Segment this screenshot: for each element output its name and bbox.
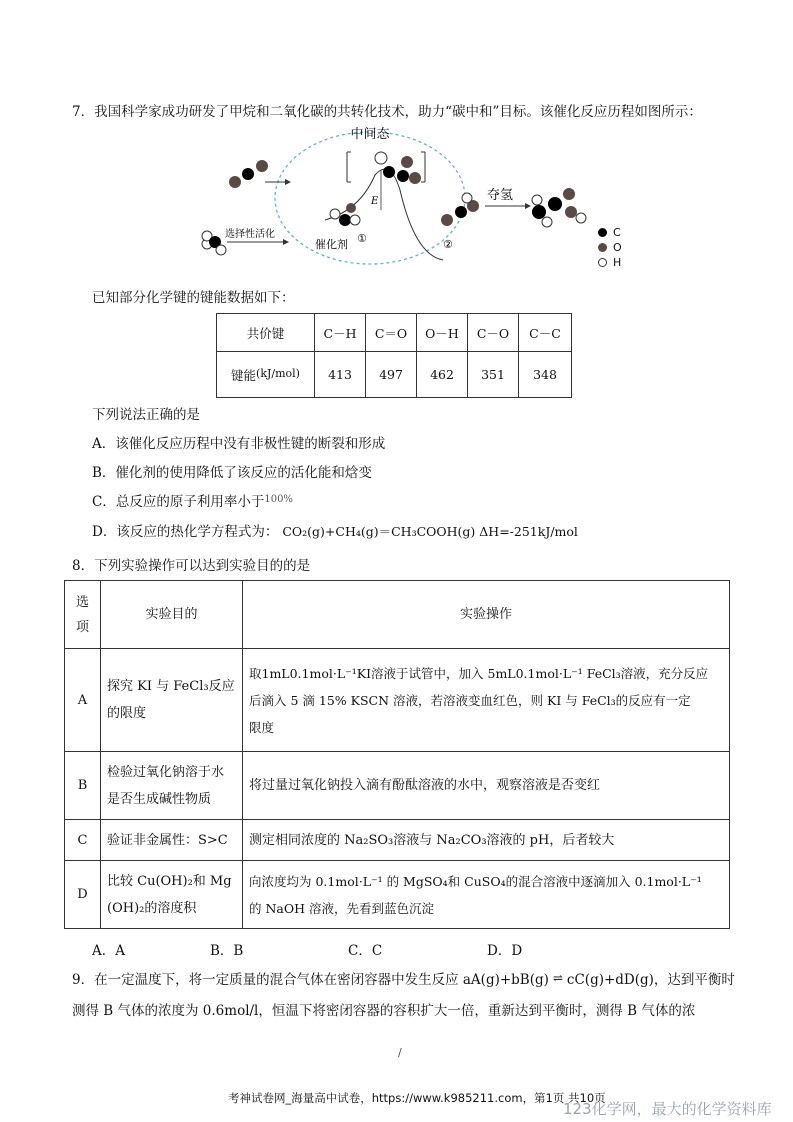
row-d-operation: 向浓度均为 0.1mol·L⁻¹ 的 MgSO₄和 CuSO₄的混合溶液中逐滴加入 0.1mol·L⁻¹ 的 NaOH 溶液，先看到蓝色沉淀: [243, 861, 730, 929]
page-footer: 考神试卷网_海量高中试卷，https://www.k985211.com，第1页 共10页: [228, 1091, 606, 1105]
legend-h: H: [613, 256, 622, 269]
bond-name: C－O: [468, 314, 519, 352]
step2-label: ②: [443, 238, 453, 251]
q7-option-c: C．总反应的原子利用率小于$^{100\%}$: [92, 494, 293, 510]
row-b-operation: 将过量过氧化钠投入滴有酚酞溶液的水中，观察溶液是否变红: [243, 752, 730, 820]
bond-name: C－C: [519, 314, 572, 352]
bond-energy-value: 348: [519, 352, 572, 398]
dehydrogenation-label: 夺氢: [487, 188, 514, 203]
ch4-molecule-icon: [202, 231, 226, 255]
header-operation: 实验操作: [243, 581, 730, 649]
q7-known: 已知部分化学键的键能数据如下：: [92, 290, 295, 306]
row-b-option: B: [65, 752, 101, 820]
page-mark: /: [398, 1046, 402, 1059]
equilibrium-arrow-icon: ⇌: [552, 971, 563, 985]
row-c-option: C: [65, 820, 101, 861]
q8-choice-c: C．C: [348, 943, 383, 959]
catalyst-label: 催化剂: [315, 238, 348, 251]
oxygen-atom-icon: [598, 243, 607, 252]
q8-choice-a: A．A: [92, 943, 125, 959]
q7-option-d: D．该反应的热化学方程式为： CO₂(g)+CH₄(g)＝CH₃COOH(g) ΔH=-251kJ/mol: [92, 524, 578, 540]
thermo-equation: CO₂(g)+CH₄(g)＝CH₃COOH(g) ΔH=-251kJ/mol: [282, 524, 578, 539]
q7-stem: 7．我国科学家成功研发了甲烷和二氧化碳的共转化技术，助力“碳中和”目标。该催化反应历程如图所示：: [72, 104, 702, 120]
bond-energy-value: 413: [315, 352, 366, 398]
adsorbed-molecule-1-icon: [330, 203, 360, 226]
reaction-mechanism-figure: [185, 120, 645, 280]
header-purpose: 实验目的: [101, 581, 243, 649]
row-d-purpose: 比较 Cu(OH)₂和 Mg (OH)₂的溶度积: [101, 861, 243, 929]
bond-name: C＝O: [366, 314, 417, 352]
co2-molecule-icon: [229, 160, 268, 188]
row-a-purpose: 探究 KI 与 FeCl₃反应 的限度: [101, 649, 243, 752]
bond-energy-value: 462: [417, 352, 468, 398]
step1-label: ①: [357, 232, 367, 245]
bond-header: 共价键: [217, 314, 315, 352]
selective-activation-label: 选择性活化: [225, 229, 275, 240]
intermediate-label: 中间态: [350, 127, 390, 142]
bond-name: O－H: [417, 314, 468, 352]
q9-line1: 9．在一定温度下，将一定质量的混合气体在密闭容器中发生反应 aA(g)+bB(g) ⇌ cC(g)+dD(g)，达到平衡时: [72, 971, 735, 988]
bond-energy-value: 497: [366, 352, 417, 398]
q8-stem: 8．下列实验操作可以达到实验目的的是: [72, 558, 311, 574]
row-c-operation: 测定相同浓度的 Na₂SO₃溶液与 Na₂CO₃溶液的 pH，后者较大: [243, 820, 730, 861]
acetic-acid-molecule-icon: [532, 188, 586, 227]
q8-choice-d: D．D: [487, 943, 523, 959]
adsorbed-molecule-2-icon: [441, 193, 479, 226]
row-d-option: D: [65, 861, 101, 929]
q7-prompt: 下列说法正确的是: [92, 407, 200, 423]
q9-line2: 测得 B 气体的浓度为 0.6mol/l，恒温下将密闭容器的容积扩大一倍，重新达到平衡时，测得 B 气体的浓: [72, 1003, 696, 1019]
watermark: 123化学网，最大的化学资料库: [563, 1100, 772, 1118]
row-c-purpose: 验证非金属性：S>C: [101, 820, 243, 861]
intermediate-molecule-icon: [375, 152, 421, 184]
bond-energy-table: [216, 313, 572, 398]
header-option: 选 项: [65, 581, 101, 649]
atom-legend: [598, 225, 622, 270]
carbon-atom-icon: [598, 228, 607, 237]
legend-c: C: [613, 226, 621, 239]
experiment-table: [64, 580, 730, 929]
q7-option-a: A．该催化反应历程中没有非极性键的断裂和形成: [92, 436, 386, 452]
bond-name: C－H: [315, 314, 366, 352]
energy-header: 键能(kJ/mol): [217, 352, 315, 398]
bond-energy-value: 351: [468, 352, 519, 398]
q7-option-b: B．催化剂的使用降低了该反应的活化能和焓变: [92, 465, 372, 481]
row-a-option: A: [65, 649, 101, 752]
row-b-purpose: 检验过氧化钠溶于水 是否生成碱性物质: [101, 752, 243, 820]
hydrogen-atom-icon: [598, 258, 607, 267]
row-a-operation: 取1mL0.1mol·L⁻¹KI溶液于试管中，加入 5mL0.1mol·L⁻¹ FeCl₃溶液，充分反应 后滴入 5 滴 15% KSCN 溶液，若溶液变血红色，则 KI 与 FeCl₃的反应有一定 限度: [243, 649, 730, 752]
energy-label: E: [371, 196, 379, 207]
q8-choice-b: B．B: [210, 943, 244, 959]
legend-o: O: [613, 241, 622, 254]
